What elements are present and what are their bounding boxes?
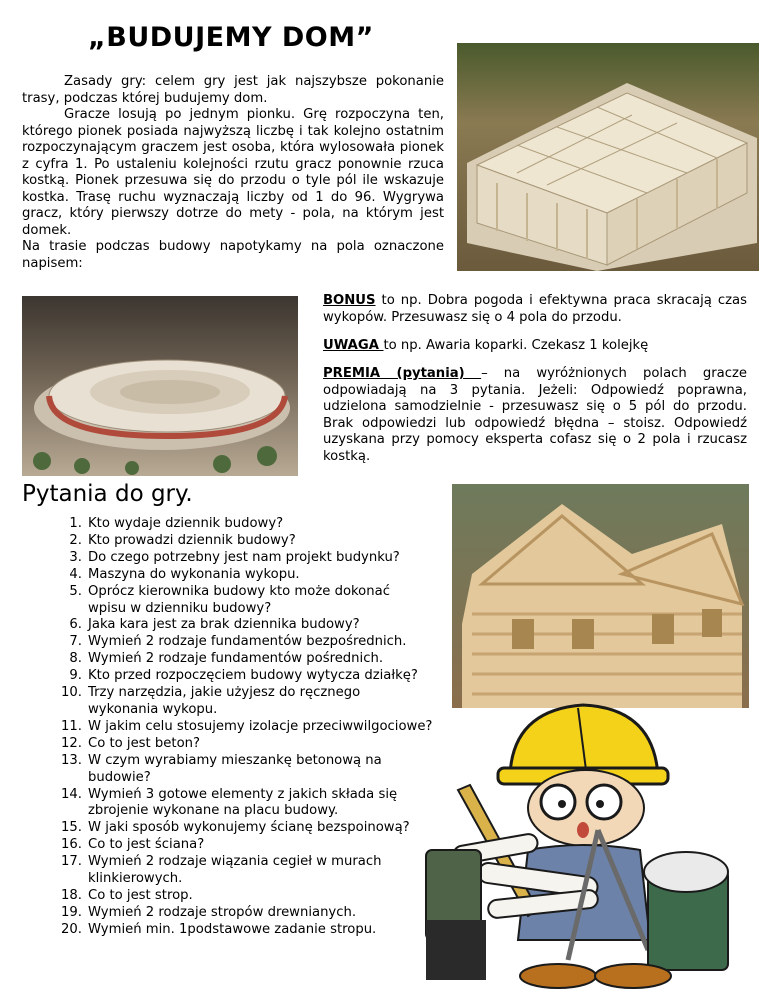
question-number: 20. [61,921,82,937]
question-text: Maszyna do wykonania wykopu. [88,566,300,582]
question-text: Kto przed rozpoczęciem budowy wytycza działkę? [88,668,418,684]
bonus-text: to np. Dobra pogoda i efektywna praca skracają czas wykopów. Przesuwasz się o 4 pola do przodu. [323,293,747,325]
question-number: 2. [69,532,82,548]
question-item [50,803,450,820]
question-item [50,922,450,939]
questions-list [50,516,450,939]
question-item [50,550,450,567]
log-house-model-photo [452,484,749,708]
construction-worker-cartoon [418,690,748,990]
uwaga-field-description [323,338,747,355]
question-number: 4. [69,566,82,582]
question-text: Wymień 3 gotowe elementy z jakich składa się [88,786,398,802]
question-text: wpisu w dzienniku budowy? [88,600,272,616]
question-item [50,854,450,871]
question-item [50,736,450,753]
question-item [50,837,450,854]
question-item [50,820,450,837]
question-item [50,634,450,651]
question-text: W czym wyrabiamy mieszankę betonową na [88,752,382,768]
question-item [50,888,450,905]
question-item [50,567,450,584]
question-text: Co to jest strop. [88,887,193,903]
question-text: Co to jest beton? [88,735,200,751]
uwaga-text: to np. Awaria koparki. Czekasz 1 kolejkę [383,338,649,353]
question-text: Do czego potrzebny jest nam projekt budynku? [88,549,400,565]
game-rules-intro [22,74,444,272]
question-number: 7. [69,634,82,650]
question-number: 16. [61,837,82,853]
question-number: 19. [61,904,82,920]
bonus-field-description [323,293,747,326]
question-item [50,651,450,668]
question-item [50,719,450,736]
question-text: klinkierowych. [88,871,183,887]
bonus-keyword: BONUS [323,293,376,308]
house-model-photo [457,43,759,271]
question-number: 10. [61,685,82,701]
question-item [50,584,450,601]
question-text: zbrojenie wykonane na placu budowy. [88,803,339,819]
question-text: Wymień 2 rodzaje stropów drewnianych. [88,904,357,920]
stadium-model-photo [22,296,298,476]
question-item [50,668,450,685]
question-item [50,871,450,888]
question-item [50,702,450,719]
question-item [50,533,450,550]
question-number: 3. [69,549,82,565]
question-text: wykonania wykopu. [88,701,218,717]
question-item [50,685,450,702]
question-number: 5. [69,583,82,599]
question-number: 9. [69,668,82,684]
question-item [50,770,450,787]
intro-paragraph-3: Na trasie podczas budowy napotykamy na pola oznaczone napisem: [22,239,444,271]
question-text: Kto wydaje dziennik budowy? [88,516,284,531]
question-item [50,753,450,770]
question-number: 1. [69,516,82,531]
question-number: 15. [61,820,82,836]
premia-field-description [323,366,747,465]
question-text: Wymień 2 rodzaje fundamentów bezpośrednich. [88,634,407,650]
question-text: Wymień 2 rodzaje wiązania cegieł w murach [88,854,382,870]
premia-keyword: PREMIA (pytania) [323,366,482,381]
intro-paragraph-2: Gracze losują po jednym pionku. Grę rozpoczyna ten, którego pionek posiada najwyższą liczbę i tak kolejno ostatnim rozpoczynającym graczem jest osoba, która wylosowała pionek z cyfra 1. Po ustaleniu kolejności rzutu gracz ponownie rzuca kostką. Pionek przesuwa się do przodu o tyle pól ile wskazuje kostka. Trasę ruchu wyznaczają liczby od 1 do 96. Wygrywa gracz, który pierwszy dotrze do mety - pola, na którym jest domek. [22,107,444,238]
question-text: budowie? [88,769,151,785]
question-item [50,617,450,634]
question-text: W jaki sposób wykonujemy ścianę bezspoinową? [88,820,410,836]
question-item [50,787,450,804]
question-number: 18. [61,887,82,903]
uwaga-keyword: UWAGA [323,338,384,353]
question-number: 8. [69,651,82,667]
question-text: Wymień 2 rodzaje fundamentów pośrednich. [88,651,384,667]
question-number: 13. [61,752,82,768]
question-number: 12. [61,735,82,751]
question-text: Wymień min. 1podstawowe zadanie stropu. [88,921,377,937]
question-text: Co to jest ściana? [88,837,205,853]
question-item [50,905,450,922]
question-number: 6. [69,617,82,633]
question-number: 11. [61,718,82,734]
question-text: Oprócz kierownika budowy kto może dokonać [88,583,390,599]
question-text: Trzy narzędzia, jakie użyjesz do ręcznego [88,685,361,701]
page-title: „BUDUJEMY DOM” [88,22,374,53]
question-text: Kto prowadzi dziennik budowy? [88,532,296,548]
questions-heading: Pytania do gry. [22,481,193,507]
question-number: 14. [61,786,82,802]
question-item [50,601,450,618]
intro-paragraph-1: Zasady gry: celem gry jest jak najszybsze pokonanie trasy, podczas której budujemy dom. [22,74,444,106]
premia-text: – na wyróżnionych polach gracze odpowiadają na 3 pytania. Jeżeli: Odpowiedź poprawna, udzielona samodzielnie - przesuwasz się o 5 pól do przodu. Brak odpowiedzi lub odpowiedź błędna – stoisz. Odpowiedź uzyskana przy pomocy eksperta cofasz się o 2 pola i rzucasz kostką. [323,366,747,464]
question-text: Jaka kara jest za brak dziennika budowy? [88,617,360,633]
question-text: W jakim celu stosujemy izolacje przeciwwilgociowe? [88,718,433,734]
question-item [50,516,450,533]
question-number: 17. [61,854,82,870]
